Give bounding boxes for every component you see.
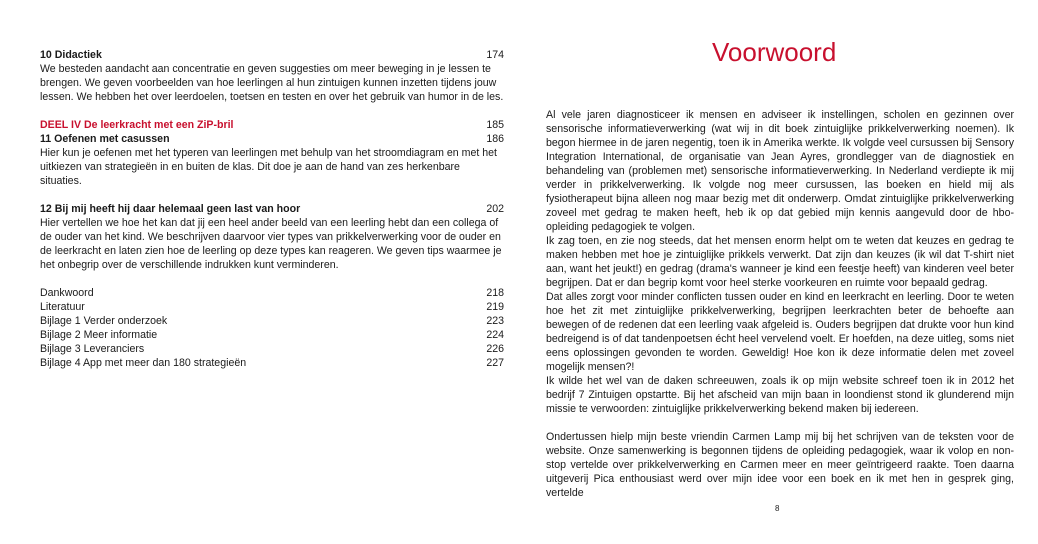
toc-extra-item: [40, 356, 504, 370]
toc-extra-item: [40, 328, 504, 342]
toc-extra-label: Literatuur: [40, 301, 85, 313]
toc-extra-item: [40, 300, 504, 314]
toc-entry-page: 186: [486, 133, 504, 145]
toc-extra-page: 224: [486, 329, 504, 341]
toc-extra-label: Bijlage 3 Leveranciers: [40, 343, 145, 355]
foreword-paragraph: Ik wilde het wel van de daken schreeuwen, zoals ik op mijn website schreef toen ik in 2012 het bedrijf 7 Zintuigen opstartte. Bij het afscheid van mijn baan in loondienst stond ik glunderend mijn missie te verwoorden: zintuiglijke prikkelverwerking bekend maken bij iedereen.: [546, 375, 1014, 415]
toc-part-page: 185: [486, 119, 504, 131]
toc-part-title: DEEL IV De leerkracht met een ZiP-bril: [40, 119, 234, 131]
toc-entry-title: 12 Bij mij heeft hij daar helemaal geen last van hoor: [40, 203, 301, 215]
toc-extra-page: 218: [486, 287, 504, 299]
foreword-paragraph: Al vele jaren diagnosticeer ik mensen en adviseer ik instellingen, scholen en gezinnen over sensorische informatieverwerking (wat wij in dit boek zintuiglijke prikkelverwerking noemen). Ik begon hiermee in de jaren negentig, toen ik in Amerika werkte. Ik volgde veel cursussen bij Sensory Integration International, de organisatie van Jean Ayres, grondlegger van de diagnostiek en behandeling van (problemen met) sensorische informatieverwerking. In Nederland verdiepte ik mij verder in prikkelverwerking. Ik volgde nog meer cursussen, las boeken en hield mij als fysiotherapeut bijna alleen nog maar bezig met dit onderwerp. Omdat zintuiglijke prikkelverwerking zoveel met gedrag te maken heeft, heb ik op dat gebied mijn kennis aangevuld door de hbo-opleiding pedagogiek te volgen.: [546, 109, 1014, 233]
toc-section-10: [40, 48, 504, 104]
toc-extra-label: Dankwoord: [40, 287, 94, 299]
foreword-paragraph: Ondertussen hielp mijn beste vriendin Carmen Lamp mij bij het schrijven van de teksten voor de website. Onze samenwerking is begonnen tijdens de opleiding pedagogiek, waar ik volop en non-stop vertelde over prikkelverwerking en Carmen meer en meer geïntrigeerd raakte. Toen daarna uitgeverij Pica enthousiast werd over mijn idee voor een boek en ik met hen in gesprek ging, vertelde: [546, 431, 1014, 499]
toc-entry-page: 174: [486, 49, 504, 61]
foreword-heading: Voorwoord: [712, 37, 837, 67]
toc-extras-list: [40, 286, 504, 370]
foreword-paragraph: Ik zag toen, en zie nog steeds, dat het mensen enorm helpt om te weten dat keuzes en gedrag te maken hebben met hoe je zintuiglijke prikkels verwerkt. Dat zijn dan keuzes (ik wil dat T-shirt niet aan, want het jeukt!) en gedrag (drama's wanneer je kind een feestje heeft) van kinderen veel beter begrijpen. Dat er dan begrip komt voor heel sterke voorkeuren en ruimte voor bepaald gedrag.: [546, 235, 1014, 289]
toc-extra-item: [40, 286, 504, 300]
toc-extra-item: [40, 342, 504, 356]
toc-entry: [40, 132, 504, 146]
toc-entry-page: 202: [486, 203, 504, 215]
toc-extra-label: Bijlage 2 Meer informatie: [40, 329, 158, 341]
toc-entry: [40, 48, 504, 62]
toc-extra-page: 219: [486, 301, 504, 313]
toc-extra-label: Bijlage 1 Verder onderzoek: [40, 315, 168, 327]
toc-entry: [40, 202, 504, 216]
toc-entry-description: Hier kun je oefenen met het typeren van leerlingen met behulp van het stroomdiagram en met het uitkiezen van strategieën in en buiten de klas. Dit doe je aan de hand van zes herkenbare situaties.: [40, 147, 497, 187]
toc-section-12: [40, 202, 504, 272]
page-number: 8: [775, 504, 780, 513]
toc-extra-item: [40, 314, 504, 328]
foreword-body: [546, 108, 1014, 500]
toc-part-4: [40, 118, 504, 188]
toc-part-entry: [40, 118, 504, 132]
toc-extra-label: Bijlage 4 App met meer dan 180 strategieën: [40, 357, 247, 369]
toc-entry-description: We besteden aandacht aan concentratie en geven suggesties om meer beweging in je lessen te brengen. We geven voorbeelden van hoe leerlingen al hun zintuigen kunnen inzetten tijdens jouw lessen. We hebben het over leerdoelen, toetsen en testen en over het gebruik van humor in de les.: [40, 63, 504, 103]
toc-entry-description: Hier vertellen we hoe het kan dat jij een heel ander beeld van een leerling hebt dan een collega of de ouder van het kind. We beschrijven daarvoor vier types van prikkelverwerking voor de ouder en de leerkracht en laten zien hoe de leerling op deze types kan reageren. We geven tips waarmee je het onbegrip over de verschillende indrukken kunt verminderen.: [40, 217, 502, 271]
toc-entry-title: 11 Oefenen met casussen: [40, 133, 170, 145]
toc-extra-page: 223: [486, 315, 504, 327]
toc-extra-page: 227: [486, 357, 504, 369]
toc-extra-page: 226: [486, 343, 504, 355]
toc-entry-title: 10 Didactiek: [40, 49, 102, 61]
foreword-paragraph: Dat alles zorgt voor minder conflicten tussen ouder en kind en leerkracht en leerling. Door te weten hoe het zit met zintuiglijke prikkelverwerking, begrijpen leerkrachten beter de behoefte aan bewegen of de redenen dat een leerling vaak afgeleid is. Ouders begrijpen dat drukte voor hun kind bedreigend is of dat tandenpoetsen écht heel vervelend voelt. Er hoefden, na deze uitleg, soms niet eens oplossingen gevonden te worden. Geweldig! Hoe kon ik deze informatie delen met zoveel mogelijk mensen?!: [546, 291, 1014, 373]
toc-page: [40, 48, 504, 370]
foreword-page: [546, 36, 1014, 500]
